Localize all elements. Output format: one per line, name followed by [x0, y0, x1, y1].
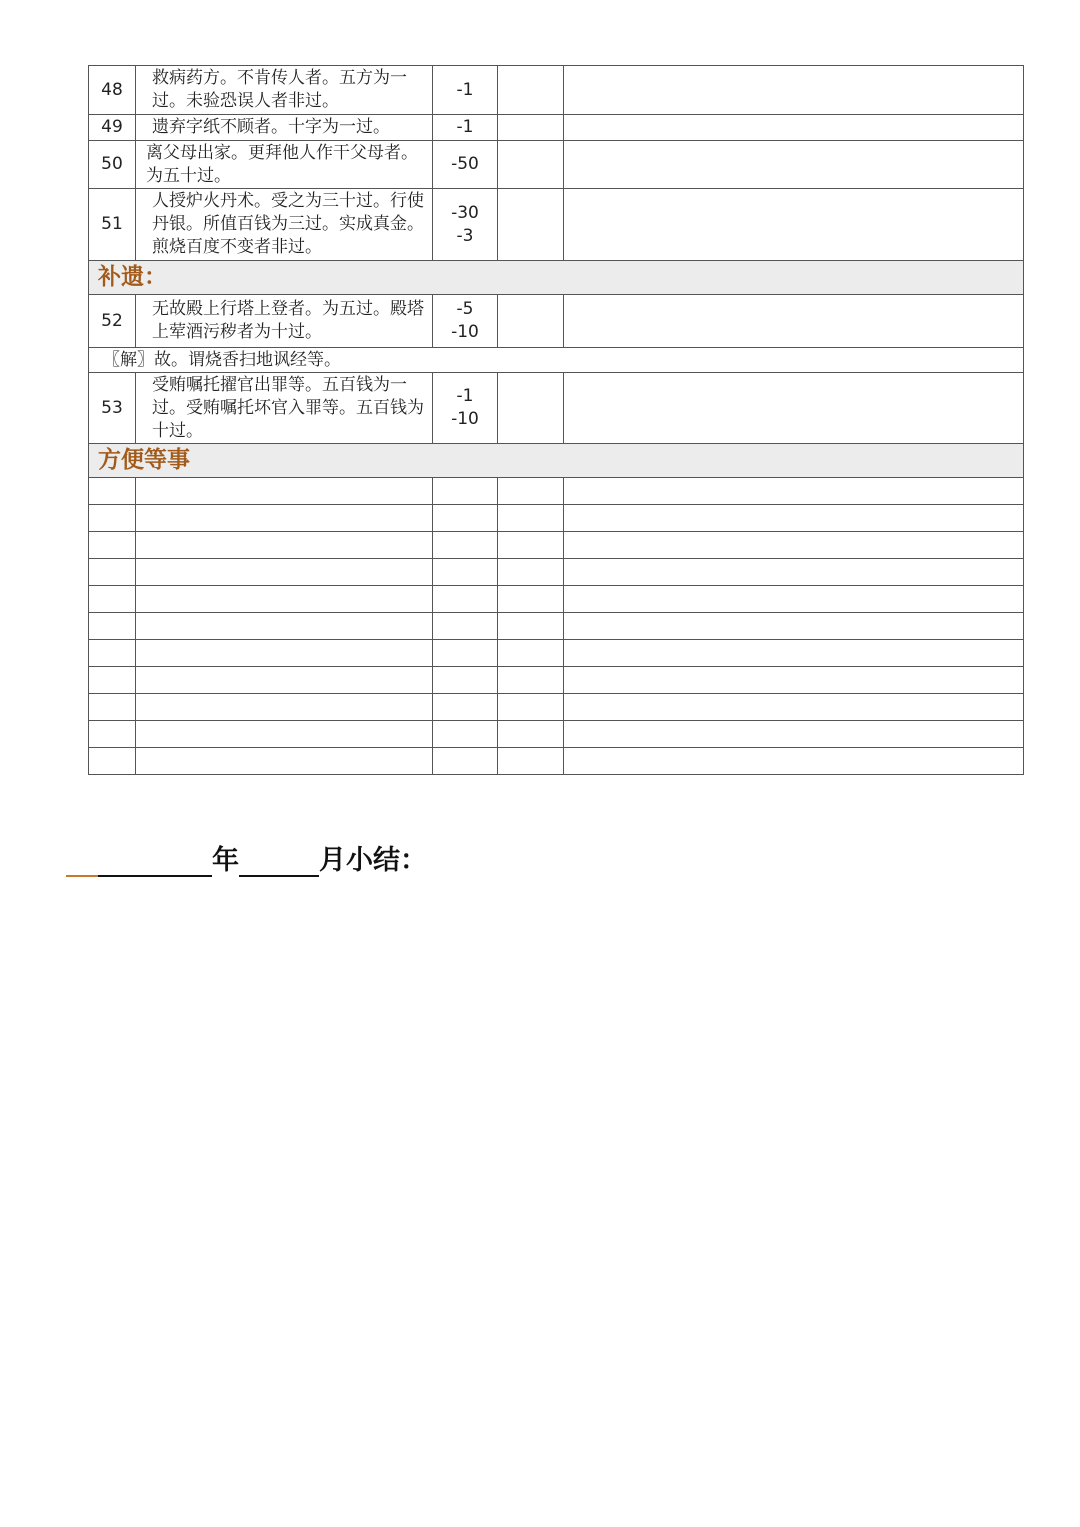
row-score	[433, 295, 498, 348]
row-text: 受贿嘱托擢官出罪等。五百钱为一过。受贿嘱托坏官入罪等。五百钱为十过。	[136, 373, 433, 444]
daily-mark-cell[interactable]	[498, 295, 564, 348]
daily-mark-cell[interactable]	[498, 189, 564, 261]
record-sheet	[88, 65, 1023, 775]
score-value: -5	[456, 299, 474, 319]
table-row	[89, 115, 1024, 141]
score-value: -3	[456, 225, 474, 246]
blank-cell[interactable]	[89, 694, 136, 721]
score-value: -10	[451, 322, 479, 342]
row-text: 遗弃字纸不顾者。十字为一过。	[136, 115, 433, 141]
score-value: -1	[456, 386, 474, 406]
blank-cell[interactable]	[136, 532, 433, 559]
section-title: 方便等事	[89, 444, 1024, 478]
monthly-summary-heading	[66, 838, 427, 877]
blank-cell[interactable]	[136, 667, 433, 694]
blank-cell[interactable]	[433, 721, 498, 748]
ledger-table	[88, 65, 1024, 775]
blank-cell[interactable]	[498, 721, 564, 748]
blank-row	[89, 640, 1024, 667]
row-score	[433, 115, 498, 141]
row-text: 离父母出家。更拜他人作干父母者。为五十过。	[136, 141, 433, 189]
row-number: 49	[89, 115, 136, 141]
blank-cell[interactable]	[433, 586, 498, 613]
year-label: 年	[212, 845, 239, 876]
blank-row	[89, 721, 1024, 748]
blank-cell[interactable]	[498, 505, 564, 532]
blank-cell[interactable]	[564, 721, 1024, 748]
row-text: 人授炉火丹术。受之为三十过。行使丹银。所值百钱为三过。实成真金。煎烧百度不变者非过。	[136, 189, 433, 261]
blank-cell[interactable]	[498, 694, 564, 721]
blank-row	[89, 748, 1024, 775]
blank-cell[interactable]	[89, 613, 136, 640]
score-value: -1	[456, 79, 474, 100]
blank-cell[interactable]	[433, 667, 498, 694]
remarks-cell[interactable]	[564, 115, 1024, 141]
blank-cell[interactable]	[136, 694, 433, 721]
note-text: 〖解〗故。谓烧香扫地讽经等。	[89, 348, 1024, 373]
row-score	[433, 66, 498, 115]
blank-cell[interactable]	[564, 694, 1024, 721]
row-score	[433, 189, 498, 261]
blank-cell[interactable]	[89, 640, 136, 667]
blank-cell[interactable]	[498, 640, 564, 667]
row-number: 51	[89, 189, 136, 261]
score-value: -50	[451, 154, 479, 174]
blank-cell[interactable]	[498, 559, 564, 586]
score-value: -30	[451, 202, 479, 223]
remarks-cell[interactable]	[564, 66, 1024, 115]
row-number: 52	[89, 295, 136, 348]
row-score	[433, 373, 498, 444]
blank-cell[interactable]	[433, 559, 498, 586]
blank-cell[interactable]	[564, 559, 1024, 586]
blank-cell[interactable]	[433, 613, 498, 640]
blank-cell[interactable]	[433, 532, 498, 559]
row-number: 50	[89, 141, 136, 189]
blank-cell[interactable]	[136, 640, 433, 667]
remarks-cell[interactable]	[564, 141, 1024, 189]
blank-cell[interactable]	[564, 640, 1024, 667]
section-header-convenience	[89, 444, 1024, 478]
blank-cell[interactable]	[564, 478, 1024, 505]
row-text: 无故殿上行塔上登者。为五过。殿塔上荤酒污秽者为十过。	[136, 295, 433, 348]
score-value: -10	[451, 409, 479, 429]
blank-cell[interactable]	[136, 559, 433, 586]
remarks-cell[interactable]	[564, 373, 1024, 444]
blank-cell[interactable]	[498, 532, 564, 559]
blank-row	[89, 478, 1024, 505]
section-title: 补遗：	[89, 261, 1024, 295]
month-blank[interactable]	[239, 841, 319, 877]
row-number: 53	[89, 373, 136, 444]
blank-cell[interactable]	[433, 478, 498, 505]
blank-row	[89, 559, 1024, 586]
blank-cell[interactable]	[433, 505, 498, 532]
blank-cell[interactable]	[564, 532, 1024, 559]
blank-cell[interactable]	[89, 478, 136, 505]
blank-row	[89, 586, 1024, 613]
daily-mark-cell[interactable]	[498, 66, 564, 115]
blank-cell[interactable]	[564, 586, 1024, 613]
blank-cell[interactable]	[564, 505, 1024, 532]
table-row	[89, 189, 1024, 261]
blank-cell[interactable]	[433, 748, 498, 775]
month-summary-label: 月小结：	[319, 845, 427, 876]
blank-cell[interactable]	[564, 748, 1024, 775]
blank-cell[interactable]	[498, 586, 564, 613]
blank-cell[interactable]	[89, 748, 136, 775]
row-score	[433, 141, 498, 189]
year-blank[interactable]	[98, 841, 212, 877]
blank-row	[89, 667, 1024, 694]
blank-cell[interactable]	[433, 640, 498, 667]
blank-cell[interactable]	[89, 532, 136, 559]
blank-cell[interactable]	[136, 505, 433, 532]
score-value: -1	[456, 117, 474, 137]
blank-cell[interactable]	[564, 613, 1024, 640]
blank-cell[interactable]	[136, 748, 433, 775]
blank-cell[interactable]	[136, 478, 433, 505]
row-text: 救病药方。不肯传人者。五方为一过。未验恐误人者非过。	[136, 66, 433, 115]
blank-row	[89, 532, 1024, 559]
daily-mark-cell[interactable]	[498, 373, 564, 444]
blank-cell[interactable]	[89, 586, 136, 613]
table-row	[89, 141, 1024, 189]
blank-cell[interactable]	[498, 667, 564, 694]
section-header-supplement	[89, 261, 1024, 295]
remarks-cell[interactable]	[564, 295, 1024, 348]
table-row	[89, 295, 1024, 348]
blank-cell[interactable]	[498, 478, 564, 505]
blank-row	[89, 613, 1024, 640]
row-number: 48	[89, 66, 136, 115]
blank-cell[interactable]	[136, 721, 433, 748]
blank-cell[interactable]	[89, 505, 136, 532]
daily-mark-cell[interactable]	[498, 141, 564, 189]
blank-cell[interactable]	[89, 721, 136, 748]
remarks-cell[interactable]	[564, 189, 1024, 261]
blank-row	[89, 505, 1024, 532]
table-row	[89, 373, 1024, 444]
note-row	[89, 348, 1024, 373]
table-row	[89, 66, 1024, 115]
blank-cell[interactable]	[136, 613, 433, 640]
blank-cell[interactable]	[564, 667, 1024, 694]
accent-underline	[66, 841, 98, 877]
daily-mark-cell[interactable]	[498, 115, 564, 141]
blank-cell[interactable]	[498, 613, 564, 640]
blank-cell[interactable]	[89, 559, 136, 586]
blank-cell[interactable]	[433, 694, 498, 721]
blank-cell[interactable]	[89, 667, 136, 694]
blank-cell[interactable]	[498, 748, 564, 775]
blank-row	[89, 694, 1024, 721]
blank-cell[interactable]	[136, 586, 433, 613]
